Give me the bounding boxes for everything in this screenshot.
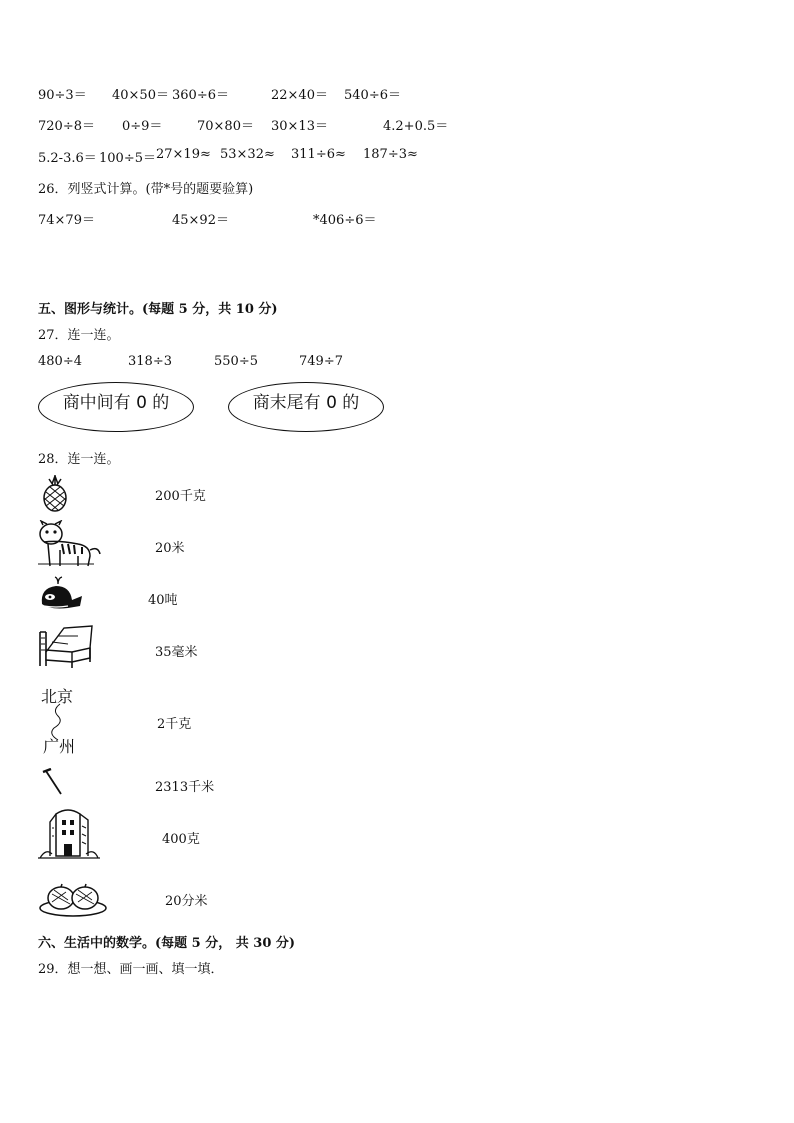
calc-item: 40×50＝ [112,88,169,103]
question-27-title: 27．连一连。 [38,328,120,343]
vertical-calc-item: 74×79＝ [38,213,95,228]
unit-label: 20米 [155,541,185,556]
division-item: 318÷3 [128,354,172,369]
question-28-title: 28．连一连。 [38,452,120,467]
oval-label: 商末尾有 0 的 [252,392,360,413]
calc-item: 70×80＝ [197,119,254,134]
vertical-calc-item: *406÷6＝ [313,213,377,228]
building-icon [38,806,100,860]
calc-item: 90÷3＝ [38,88,87,103]
vertical-calc-item: 45×92＝ [172,213,229,228]
map-route-icon [38,684,82,756]
question-26-title: 26．列竖式计算。(带*号的题要验算) [38,182,254,197]
nail-icon [40,768,64,796]
division-item: 749÷7 [299,354,343,369]
calc-item: 311÷6≈ [291,147,346,162]
unit-label: 40吨 [148,593,178,608]
oranges-plate-icon [38,878,108,918]
oval-end-zero[interactable] [228,382,384,432]
map-label-beijing: 北京 [41,687,74,706]
calc-item: 0÷9＝ [122,119,163,134]
division-item: 550÷5 [214,354,258,369]
calc-item: 187÷3≈ [363,147,418,162]
section-6-title: 六、生活中的数学。(每题 5 分， 共 30 分) [38,936,296,951]
map-label-guangzhou: 广州 [43,737,76,756]
oval-label: 商中间有 0 的 [62,392,170,413]
whale-icon [38,576,86,614]
division-item: 480÷4 [38,354,82,369]
pineapple-icon [38,474,72,512]
calc-item: 53×32≈ [220,147,275,162]
calc-item: 360÷6＝ [172,88,229,103]
bed-icon [38,624,94,668]
calc-item: 22×40＝ [271,88,328,103]
unit-label: 20分米 [165,894,208,909]
unit-label: 2千克 [157,717,192,732]
calc-item: 4.2+0.5＝ [383,119,449,134]
calc-item: 720÷8＝ [38,119,95,134]
section-5-title: 五、图形与统计。(每题 5 分，共 10 分) [38,302,278,317]
calc-item: 30×13＝ [271,119,328,134]
unit-label: 35毫米 [155,645,198,660]
calc-item: 5.2-3.6＝ [38,151,97,166]
tiger-icon [38,520,102,570]
unit-label: 200千克 [155,489,206,504]
calc-item: 540÷6＝ [344,88,401,103]
calc-item: 100÷5＝ [99,151,156,166]
unit-label: 400克 [162,832,200,847]
calc-item: 27×19≈ [156,147,211,162]
oval-middle-zero[interactable] [38,382,194,432]
question-29-title: 29．想一想、画一画、填一填． [38,962,224,977]
unit-label: 2313千米 [155,780,215,795]
